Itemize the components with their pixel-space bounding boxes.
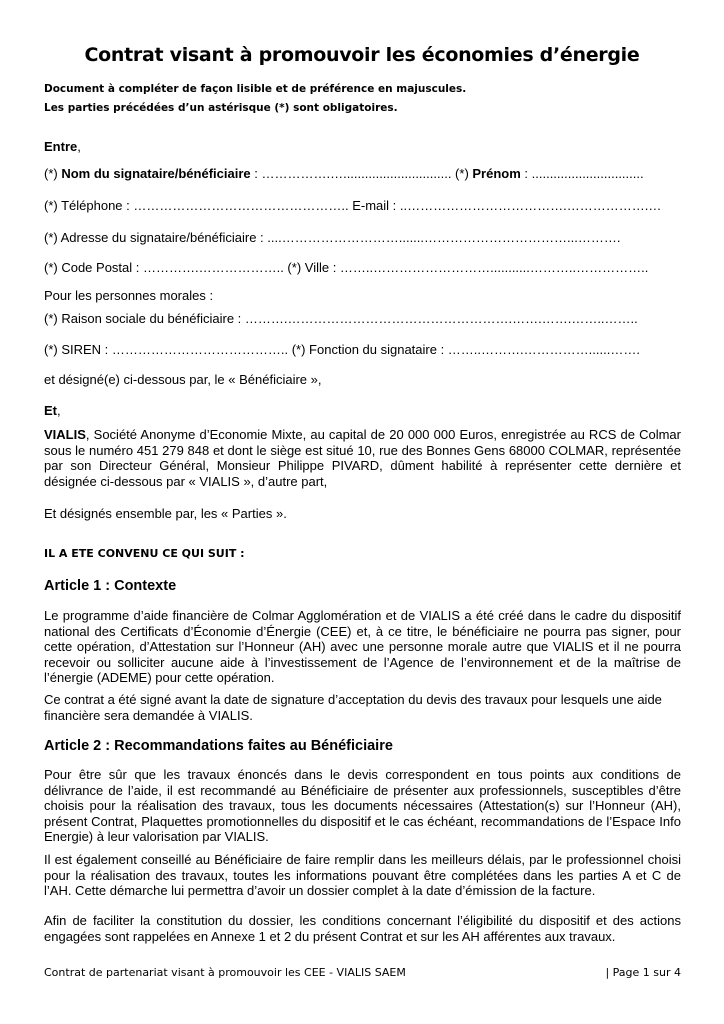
- article-1-heading: Article 1 : Contexte: [44, 578, 177, 594]
- raison-sociale-field[interactable]: (*) Raison sociale du bénéficiaire : ……….…………………………………………….…….…….……..……..: [44, 311, 638, 326]
- document-title: Contrat visant à promouvoir les économies d’énergie: [84, 44, 640, 66]
- article-2-paragraph-3: Afin de faciliter la constitution du dossier, les conditions concernant l’éligibilité du dispositif et des actions engagées sont rappelées en Annexe 1 et 2 du présent Contrat et sur les AH afférentes aux travaux.: [44, 913, 681, 944]
- article-1-paragraph-1: Le programme d’aide financière de Colmar Agglomération et de VIALIS a été créé dans le cadre du dispositif national des Certificats d’Économie d’Énergie (CEE) et, à ce titre, le bénéficiaire ne pourra pas signer, pour cette opération, d’Attestation sur l’Honneur (AH) avec une personne morale autre que VIALIS et il ne pourra recevoir ou solliciter aucune aide à l’investissement de l’Agence de l’environnement et de la maîtrise de l’énergie (ADEME) pour cette opération.: [44, 608, 681, 685]
- et-line: Et,: [44, 403, 61, 418]
- article-1-paragraph-2: Ce contrat a été signé avant la date de signature d’acceptation du devis des travaux pour lesquels une aide financière sera demandée à VIALIS.: [44, 692, 662, 723]
- adresse-field[interactable]: (*) Adresse du signataire/bénéficiaire : ....……………………….......……………………………...……….: [44, 230, 621, 245]
- article-2-paragraph-2: Il est également conseillé au Bénéficiaire de faire remplir dans les meilleurs délais, par le professionnel choisi pour la réalisation des travaux, toutes les informations pouvant être complétées dans les parties A et C de l’AH. Cette démarche lui permettra d’avoir un dossier complet à la date d’émission de la facture.: [44, 852, 681, 898]
- nom-field[interactable]: (*) Nom du signataire/bénéficiaire : …………….….............................. (*) Prénom : ...............................: [44, 166, 644, 181]
- page-footer: [44, 966, 681, 979]
- nom-label: Nom du signataire/bénéficiaire: [61, 166, 251, 181]
- siren-fonction-field[interactable]: (*) SIREN : ………………………………….. (*) Fonction du signataire : ……..……….……………......…….: [44, 342, 640, 357]
- instructions: [44, 80, 466, 118]
- telephone-email-field[interactable]: (*) Téléphone : ………………………………………….. E-mail : ..……………………………….……………….…: [44, 198, 662, 213]
- nom-dots: …………….…..............................: [261, 166, 452, 181]
- personnes-morales-label: Pour les personnes morales :: [44, 288, 214, 303]
- entre-line: Entre,: [44, 139, 81, 154]
- code-postal-ville-field[interactable]: (*) Code Postal : ………….……………….. (*) Ville : ……..………………………...........………..……………..: [44, 260, 649, 275]
- page-number: | Page 1 sur 4: [605, 966, 681, 979]
- instruction-line-2: Les parties précédées d’un astérisque (*) sont obligatoires.: [44, 102, 398, 114]
- designe-text: et désigné(e) ci-dessous par, le « Bénéficiaire »,: [44, 372, 322, 387]
- instruction-line-1: Document à compléter de façon lisible et de préférence en majuscules.: [44, 83, 467, 95]
- prenom-label: Prénom: [472, 166, 521, 181]
- et-label: Et: [44, 403, 57, 418]
- footer-title: Contrat de partenariat visant à promouvoir les CEE - VIALIS SAEM: [44, 966, 406, 979]
- convenu-heading: IL A ETE CONVENU CE QUI SUIT :: [44, 547, 245, 560]
- article-2-paragraph-1: Pour être sûr que les travaux énoncés dans le devis correspondent en tous points aux conditions de délivrance de l’aide, il est recommandé au Bénéficiaire de présenter aux professionnels, susceptibles d’être choisis pour la réalisation des travaux, tous les documents nécessaires (Attestation(s) sur l’Honneur (AH), présent Contrat, Plaquettes promotionnelles du dispositif et le cas échéant, recommandations de l’Espace Info Energie) à leur valorisation par VIALIS.: [44, 767, 681, 844]
- entre-label: Entre: [44, 139, 78, 154]
- prenom-dots: : ...............................: [520, 166, 644, 181]
- vialis-name: VIALIS: [44, 427, 86, 442]
- article-2-heading: Article 2 : Recommandations faites au Bénéficiaire: [44, 738, 393, 754]
- vialis-paragraph: VIALIS, Société Anonyme d’Economie Mixte, au capital de 20 000 000 Euros, enregistrée au RCS de Colmar sous le numéro 451 279 848 et dont le siège est situé 10, rue des Bonnes Gens 68000 COLMAR, représentée par son Directeur Général, Monsieur Philippe PIVARD, dûment habilité à représenter cette dernière et désignée ci-dessous par « VIALIS », d’autre part,: [44, 427, 681, 489]
- parties-text: Et désignés ensemble par, les « Parties ».: [44, 506, 287, 521]
